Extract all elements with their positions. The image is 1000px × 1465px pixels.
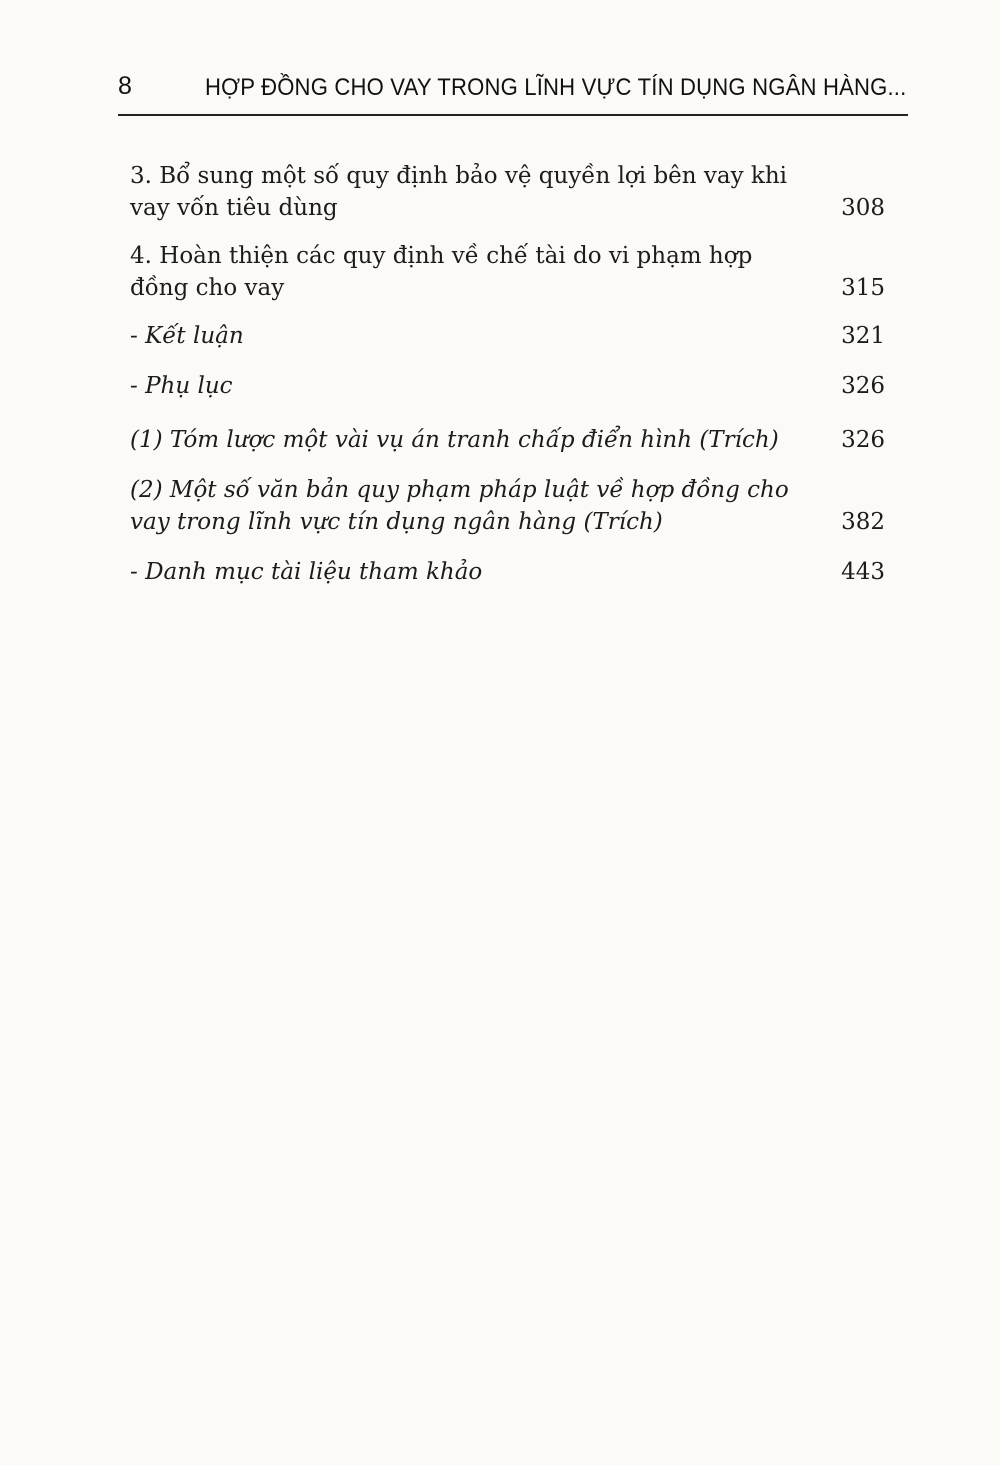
toc-entry-title: (2) Một số văn bản quy phạm pháp luật về hợp đồng cho vay trong lĩnh vực tín dụng ngân hàng (Trích)	[130, 477, 789, 535]
toc-entry	[130, 556, 885, 588]
toc-entry-title: - Danh mục tài liệu tham khảo	[130, 559, 483, 585]
toc-entry-page: 382	[841, 509, 885, 535]
toc-entry-page: 326	[841, 373, 885, 399]
toc-entry	[130, 370, 885, 402]
toc-entry-title: - Phụ lục	[130, 373, 233, 399]
toc-entry-page: 321	[841, 323, 885, 349]
toc-entry-title: 4. Hoàn thiện các quy định về chế tài do vi phạm hợp đồng cho vay	[130, 243, 753, 301]
toc-entry-title: 3. Bổ sung một số quy định bảo vệ quyền lợi bên vay khi vay vốn tiêu dùng	[130, 163, 788, 221]
toc-entry-page: 315	[841, 275, 885, 301]
toc-entry	[130, 474, 885, 538]
book-title: HỢP ĐỒNG CHO VAY TRONG LĨNH VỰC TÍN DỤNG NGÂN HÀNG...	[204, 74, 906, 101]
toc-entry-title: - Kết luận	[130, 323, 244, 349]
toc-entry-title: (1) Tóm lược một vài vụ án tranh chấp điển hình (Trích)	[130, 427, 779, 453]
toc-entry-page: 326	[841, 427, 885, 453]
running-header	[118, 68, 908, 116]
toc-entry	[130, 424, 885, 456]
toc-entry-page: 443	[841, 559, 885, 585]
toc-entry-page: 308	[841, 195, 885, 221]
toc-entry	[130, 160, 885, 224]
table-of-contents	[130, 160, 885, 588]
page-number: 8	[118, 72, 132, 100]
toc-entry	[130, 240, 885, 304]
toc-entry	[130, 320, 885, 352]
